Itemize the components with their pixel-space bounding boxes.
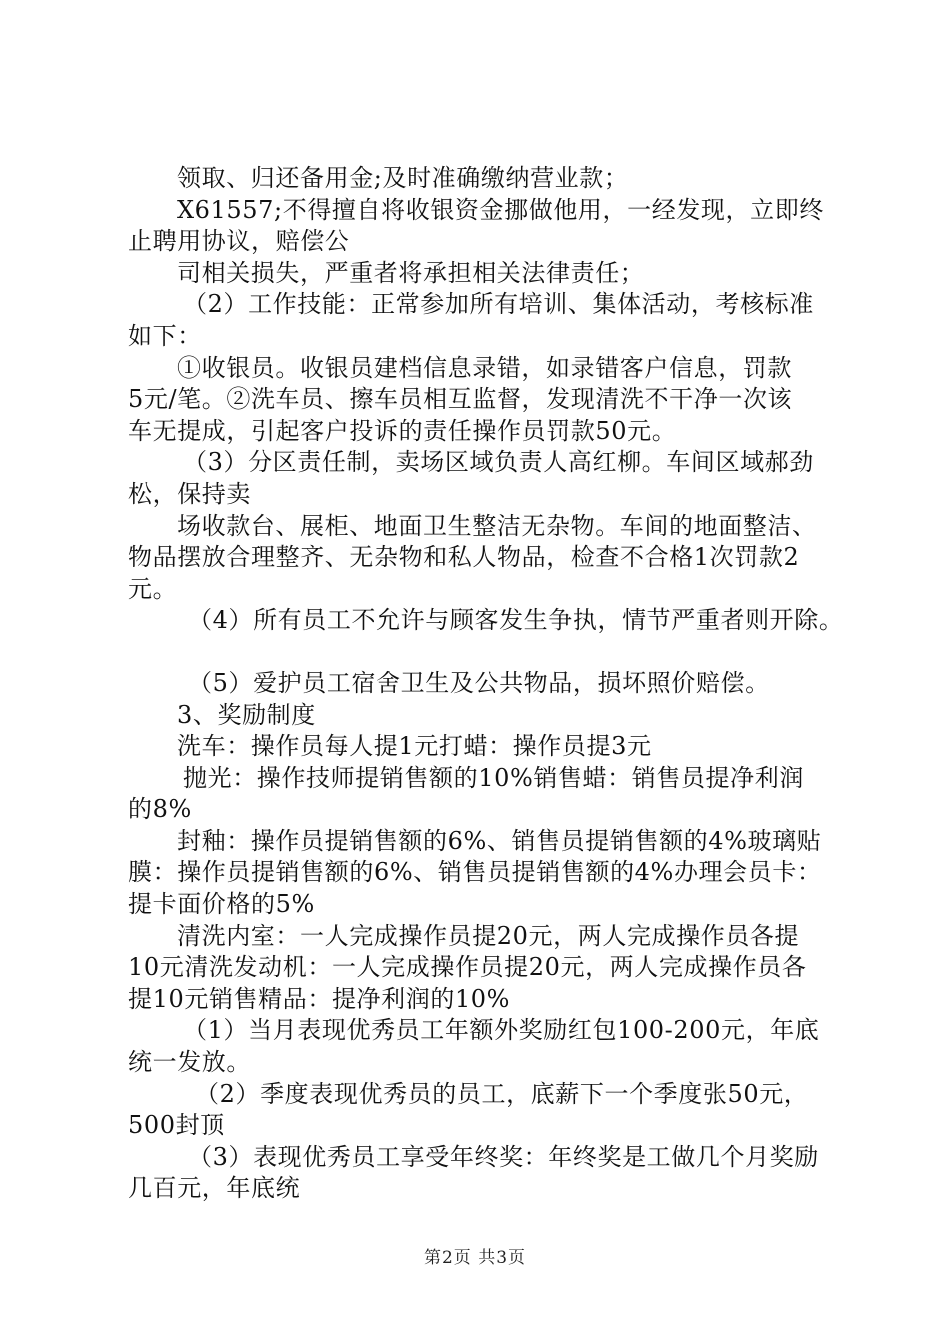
document-body <box>128 163 848 1205</box>
text-line: 如下： <box>128 321 202 350</box>
text-line: 统一发放。 <box>128 1048 251 1077</box>
text-line: 封釉：操作员提销售额的6%、销售员提销售额的4%玻璃贴 <box>177 826 822 855</box>
text-line: 场收款台、展柜、地面卫生整洁无杂物。车间的地面整洁、 <box>177 511 817 540</box>
text-line: 膜：操作员提销售额的6%、销售员提销售额的4%办理会员卡： <box>128 858 822 887</box>
text-line: 提卡面价格的5% <box>128 890 315 919</box>
text-line: 5元/笔。②洗车员、擦车员相互监督，发现清洗不干净一次该 <box>128 385 793 414</box>
text-line: 清洗内室：一人完成操作员提20元，两人完成操作员各提 <box>177 921 800 950</box>
text-line: 止聘用协议，赔偿公 <box>128 227 350 256</box>
text-line: （2）季度表现优秀员的员工，底薪下一个季度张50元， <box>195 1079 809 1108</box>
text-line: 10元清洗发动机：一人完成操作员提20元，两人完成操作员各 <box>128 953 807 982</box>
text-line: 几百元，年底统 <box>128 1174 301 1203</box>
text-line: 物品摆放合理整齐、无杂物和私人物品，检查不合格1次罚款2 <box>128 543 800 572</box>
text-line: ①收银员。收银员建档信息录错，如录错客户信息，罚款 <box>177 353 792 382</box>
text-line: （3）表现优秀员工享受年终奖：年终奖是工做几个月奖励 <box>188 1142 819 1171</box>
text-line: （3）分区责任制，卖场区域负责人高红柳。车间区域郝劲 <box>183 448 814 477</box>
text-line: X61557;不得擅自将收银资金挪做他用，一经发现，立即终 <box>177 195 824 224</box>
text-line: （1）当月表现优秀员工年额外奖励红包100-200元，年底 <box>183 1016 820 1045</box>
text-line: （5）爱护员工宿舍卫生及公共物品，损坏照价赔偿。 <box>188 668 770 697</box>
text-line: 洗车：操作员每人提1元打蜡：操作员提3元 <box>177 732 652 761</box>
text-line: （4）所有员工不允许与顾客发生争执，情节严重者则开除。 <box>188 606 844 635</box>
text-line: （2）工作技能：正常参加所有培训、集体活动，考核标准 <box>183 290 814 319</box>
paragraph-gap <box>128 637 848 668</box>
text-line: 的8% <box>128 795 192 824</box>
text-line: 元。 <box>128 574 178 603</box>
text-line: 司相关损失，严重者将承担相关法律责任； <box>177 258 645 287</box>
text-line: 车无提成，引起客户投诉的责任操作员罚款50元。 <box>128 416 677 445</box>
page-number-footer: 第2页 共3页 <box>423 1248 527 1268</box>
text-line: 领取、归还备用金;及时准确缴纳营业款； <box>177 164 629 192</box>
text-line: 松，保持卖 <box>128 479 251 508</box>
text-line: 3、奖励制度 <box>177 700 316 729</box>
text-line: 提10元销售精品：提净利润的10% <box>128 984 511 1013</box>
text-line: 抛光：操作技师提销售额的10%销售蜡：销售员提净利润 <box>183 763 804 792</box>
text-line: 500封顶 <box>128 1111 225 1140</box>
